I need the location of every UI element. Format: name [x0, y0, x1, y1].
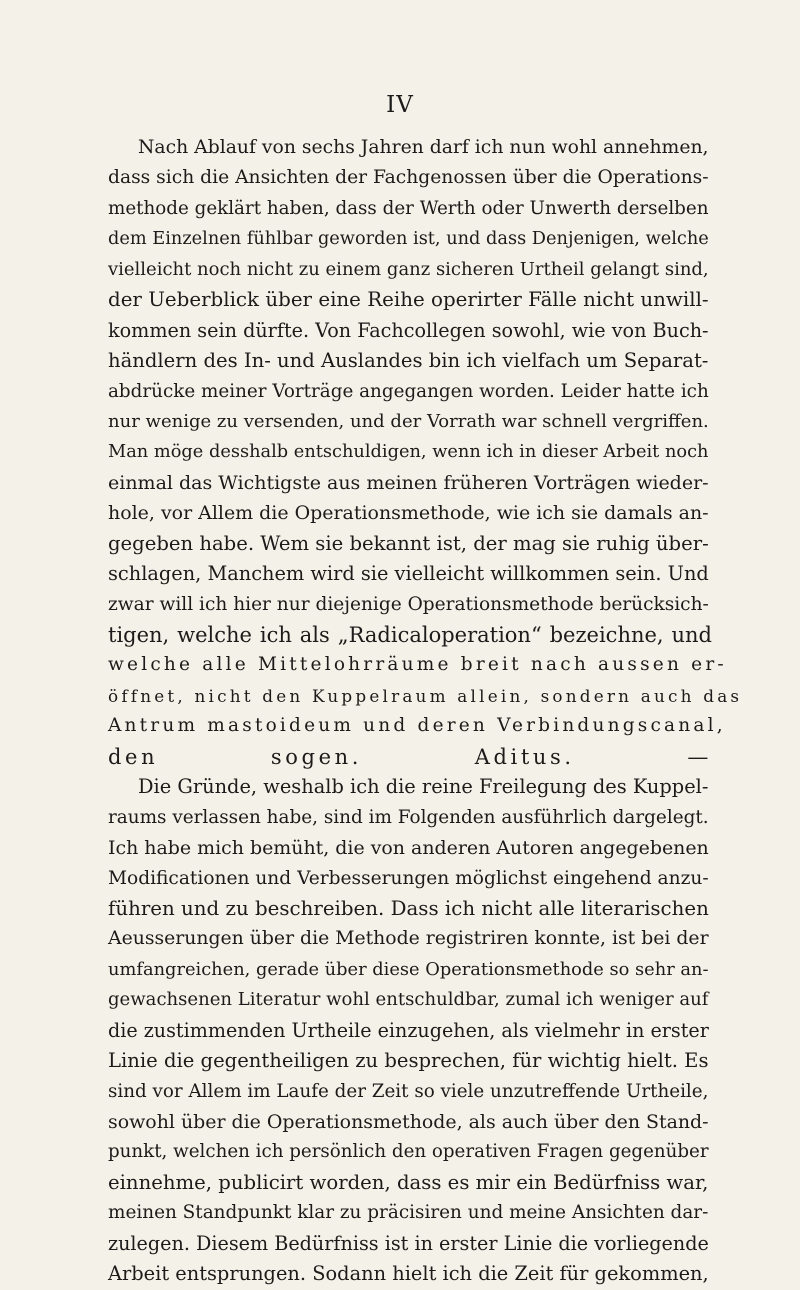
- text-line-emphasis: öffnet, nicht den Kuppelraum allein, sondern auch das: [108, 685, 743, 706]
- text-line: tigen, welche ich als „Radicaloperation“ bezeichne, und: [108, 623, 712, 647]
- text-line: einnehme, publicirt worden, dass es mir ein Bedürfniss war,: [108, 1170, 709, 1194]
- text-line: kommen sein dürfte. Von Fachcollegen sowohl, wie von Buch-: [108, 318, 709, 342]
- text-line: die zustimmenden Urtheile einzugehen, als vielmehr in erster: [108, 1018, 709, 1042]
- text-line: Ich habe mich bemüht, die von anderen Autoren angegebenen: [108, 837, 709, 860]
- text-line: hole, vor Allem die Operationsmethode, wie ich sie damals an-: [108, 502, 709, 525]
- text-line-emphasis: Antrum mastoideum und deren Verbindungscanal,: [108, 715, 726, 737]
- text-line: methode geklärt haben, dass der Werth oder Unwerth derselben: [108, 197, 709, 219]
- text-line: einmal das Wichtigste aus meinen früheren Vorträgen wieder-: [108, 471, 709, 494]
- text-line: Linie die gegentheiligen zu besprechen, für wichtig hielt. Es: [108, 1049, 709, 1073]
- text-line: dass sich die Ansichten der Fachgenossen über die Operations-: [108, 167, 709, 189]
- text-line: umfangreichen, gerade über diese Operationsmethode so sehr an-: [108, 958, 709, 980]
- text-line: gegeben habe. Wem sie bekannt ist, der mag sie ruhig über-: [108, 531, 709, 555]
- text-line: Man möge desshalb entschuldigen, wenn ich in dieser Arbeit noch: [108, 442, 709, 463]
- text-line: zulegen. Diesem Bedürfniss ist in erster Linie die vorliegende: [108, 1231, 709, 1255]
- text-line: händlern des In- und Auslandes bin ich vielfach um Separat-: [108, 349, 709, 373]
- page-number: IV: [386, 92, 414, 118]
- text-line: zwar will ich hier nur diejenige Operationsmethode berücksich-: [108, 593, 709, 615]
- text-line: Die Gründe, weshalb ich die reine Freilegung des Kuppel-: [138, 775, 709, 799]
- text-line: vielleicht noch nicht zu einem ganz sicheren Urtheil gelangt sind,: [108, 258, 709, 280]
- text-line: der Ueberblick über eine Reihe operirter Fälle nicht unwill-: [108, 288, 709, 312]
- text-line: führen und zu beschreiben. Dass ich nicht alle literarischen: [108, 896, 709, 920]
- text-line: meinen Standpunkt klar zu präcisiren und meine Ansichten dar-: [108, 1202, 709, 1224]
- text-line: Aeusserungen über die Methode registriren konnte, ist bei der: [108, 928, 709, 950]
- text-line: sind vor Allem im Laufe der Zeit so viele unzutreffende Urtheile,: [108, 1080, 709, 1102]
- text-line-emphasis: welche alle Mittelohrräume breit nach aussen er-: [108, 654, 727, 676]
- text-line: dem Einzelnen fühlbar geworden ist, und dass Denjenigen, welche: [108, 229, 709, 250]
- text-line: abdrücke meiner Vorträge angegangen worden. Leider hatte ich: [108, 380, 709, 402]
- text-line: raums verlassen habe, sind im Folgenden ausführlich dargelegt.: [108, 806, 709, 828]
- text-line-emphasis: den sogen. Aditus. —: [108, 744, 712, 769]
- text-line: nur wenige zu versenden, und der Vorrath war schnell vergriffen.: [108, 410, 709, 432]
- text-line: schlagen, Manchem wird sie vielleicht willkommen sein. Und: [108, 562, 709, 586]
- text-line: gewachsenen Literatur wohl entschuldbar, zumal ich weniger auf: [108, 989, 709, 1011]
- text-line: punkt, welchen ich persönlich den operativen Fragen gegenüber: [108, 1141, 709, 1163]
- text-line: sowohl über die Operationsmethode, als auch über den Stand-: [108, 1111, 709, 1133]
- text-line: Arbeit entsprungen. Sodann hielt ich die Zeit für gekommen,: [108, 1262, 709, 1286]
- text-line: Nach Ablauf von sechs Jahren darf ich nun wohl annehmen,: [138, 137, 709, 158]
- text-line: Modificationen und Verbesserungen möglichst eingehend anzu-: [108, 867, 709, 889]
- preface-text: [108, 133, 743, 1290]
